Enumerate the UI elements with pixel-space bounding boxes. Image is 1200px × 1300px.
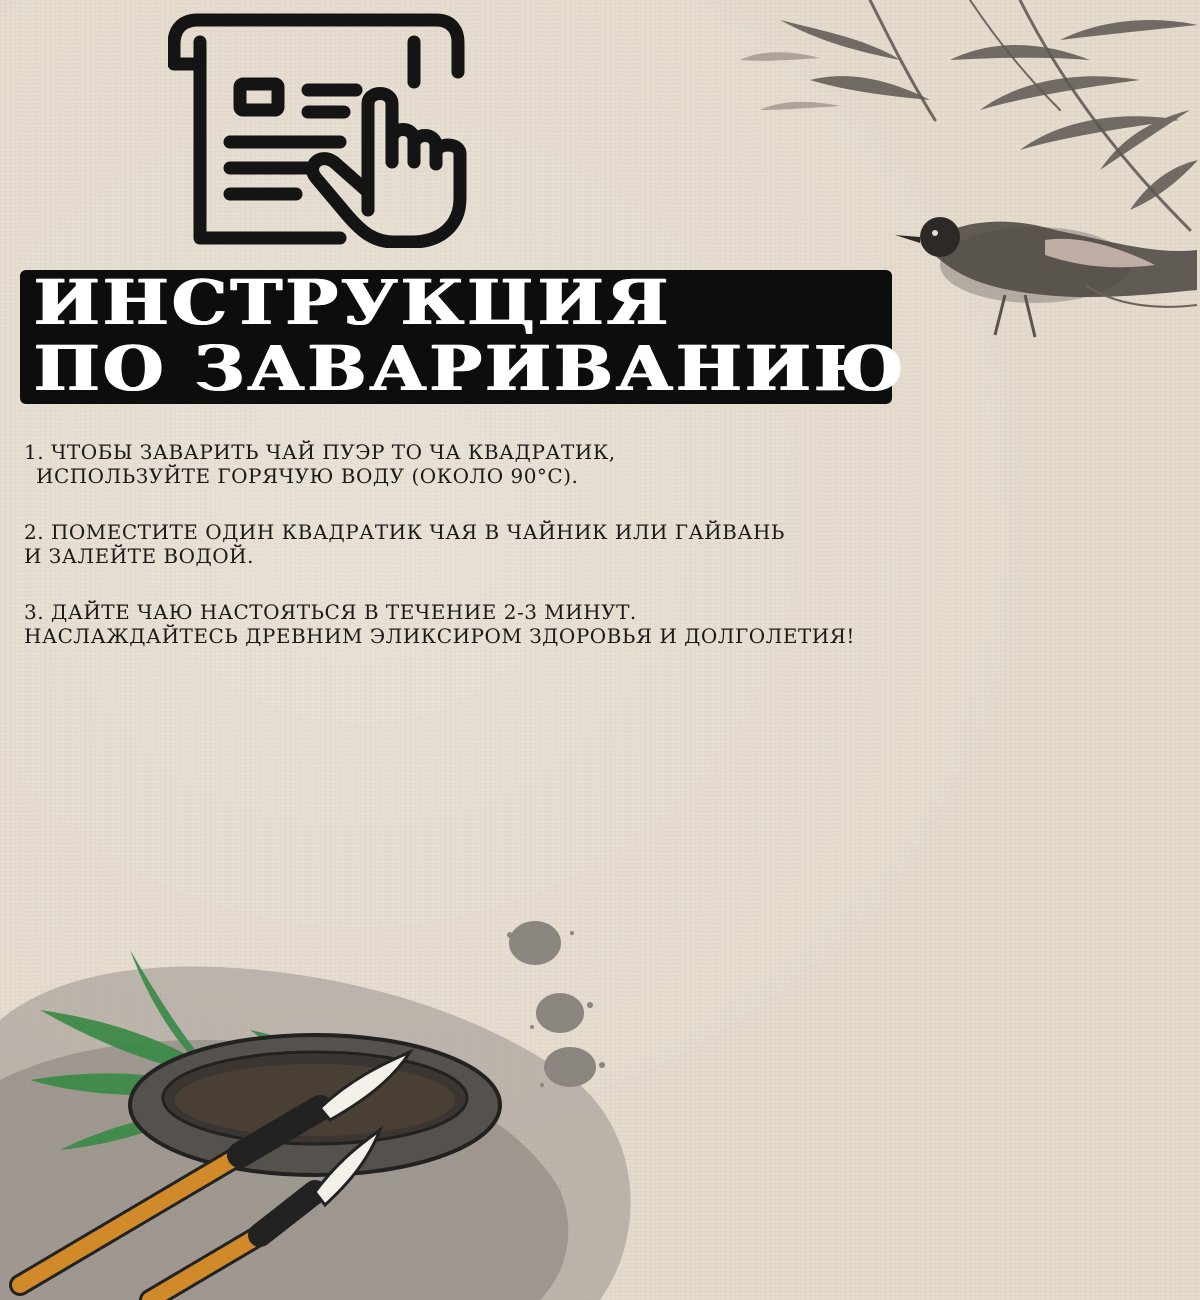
step-3-line-2: НАСЛАЖДАЙТЕСЬ ДРЕВНИМ ЭЛИКСИРОМ ЗДОРОВЬЯ И ДОЛГОЛЕТИЯ! [24, 624, 855, 648]
step-2-line-2: И ЗАЛЕЙТЕ ВОДОЙ. [24, 544, 254, 568]
instruction-step [24, 440, 1174, 488]
bird-illustration [885, 195, 1200, 355]
step-2-line-1: 2. ПОМЕСТИТЕ ОДИН КВАДРАТИК ЧАЯ В ЧАЙНИК ИЛИ ГАЙВАНЬ [24, 520, 785, 544]
step-3-line-1: 3. ДАЙТЕ ЧАЮ НАСТОЯТЬСЯ В ТЕЧЕНИЕ 2-3 МИНУТ. [24, 600, 637, 624]
ink-stone-brushes-illustration [0, 930, 700, 1300]
instruction-step [24, 600, 1174, 648]
title-line-1: ИНСТРУКЦИЯ [34, 266, 672, 339]
instruction-step [24, 520, 1174, 568]
title-banner [20, 266, 907, 405]
step-1-line-1: 1. ЧТОБЫ ЗАВАРИТЬ ЧАЙ ПУЭР ТО ЧА КВАДРАТИК, [24, 440, 616, 464]
document-pointing-hand-icon [168, 12, 480, 248]
step-1-line-2: ИСПОЛЬЗУЙТЕ ГОРЯЧУЮ ВОДУ (ОКОЛО 90°С). [36, 464, 579, 488]
instruction-list [24, 440, 1174, 680]
title-line-2: ПО ЗАВАРИВАНИЮ [34, 332, 907, 405]
